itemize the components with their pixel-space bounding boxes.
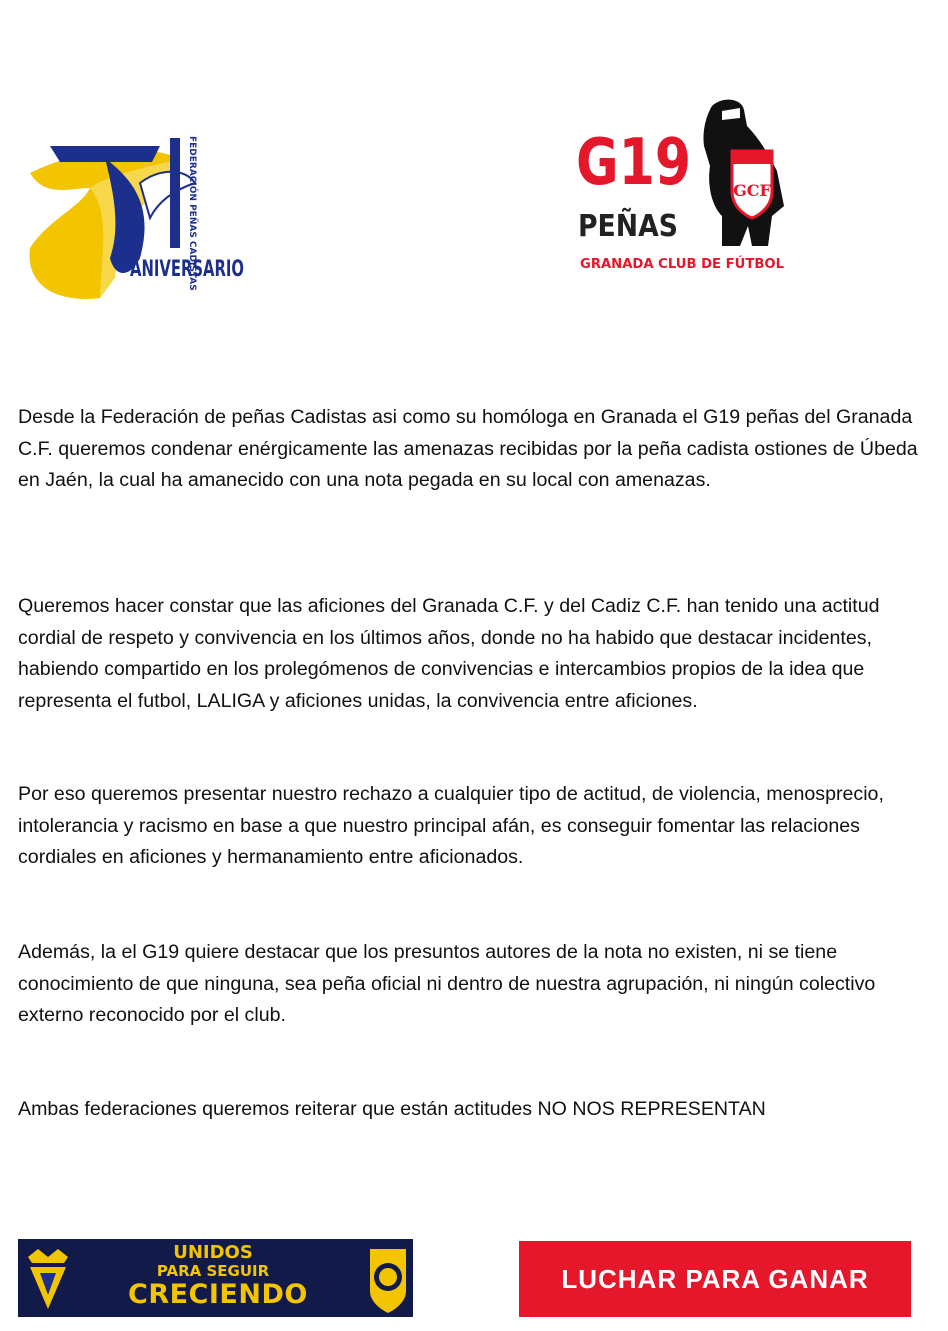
- granada-club-text: GRANADA CLUB DE FÚTBOL: [580, 257, 782, 272]
- cadiz-crest-icon: [28, 1249, 68, 1309]
- supporters-badge-icon: [370, 1249, 406, 1313]
- g19-penas-logo: [572, 96, 792, 282]
- federacion-cadistas-logo: [20, 128, 252, 308]
- paragraph-condena: Desde la Federación de peñas Cadistas asi como su homóloga en Granada el G19 peñas del Granada C.F. queremos condenar enérgicamente las amenazas recibidas por la peña cadista ostiones de Úbeda en Jaén, la cual ha amanecido con una nota pegada en su local con amenazas.: [18, 406, 918, 491]
- aniversario-text: ANIVERSARIO: [130, 257, 244, 282]
- unidos-line-2: PARA SEGUIR: [156, 1262, 270, 1280]
- unidos-banner: [18, 1239, 413, 1317]
- unidos-line-1: UNIDOS: [173, 1242, 253, 1263]
- penas-text: PEÑAS: [578, 209, 691, 244]
- unidos-line-3: CRECIENDO: [128, 1279, 308, 1310]
- paragraph-autores: Además, la el G19 quiere destacar que los presuntos autores de la nota no existen, ni se tiene conocimiento de que ninguna, sea peña oficial ni dentro de nuestra agrupación, ni ningún colectivo externo reconocido por el club.: [18, 941, 876, 1026]
- g19-text: G19: [576, 126, 691, 200]
- paragraph-convivencia: Queremos hacer constar que las aficiones del Granada C.F. y del Cadiz C.F. han tenido una actitud cordial de respeto y convivencia en los últimos años, donde no ha habido que destacar incidentes, habiendo compartido en los prolegómenos de convivencias e intercambios propios de la idea que representa el futbol, LALIGA y aficiones unidas, la convivencia entre aficiones.: [18, 595, 880, 712]
- granada-shield-letters: GCF: [733, 181, 771, 200]
- federacion-vertical-text: FEDERACIÓN PEÑAS CADISTAS: [187, 136, 197, 291]
- luchar-text: LUCHAR PARA GANAR: [561, 1263, 869, 1294]
- unidos-slogan: [128, 1242, 308, 1310]
- paragraph-no-nos-representan: Ambas federaciones queremos reiterar que están actitudes NO NOS REPRESENTAN: [18, 1098, 766, 1120]
- luchar-banner: [519, 1241, 911, 1317]
- paragraph-rechazo: Por eso queremos presentar nuestro rechazo a cualquier tipo de actitud, de violencia, menosprecio, intolerancia y racismo en base a que nuestro principal afán, es conseguir fomentar las relaciones cordiales en aficiones y hermanamiento entre aficionados.: [18, 783, 884, 868]
